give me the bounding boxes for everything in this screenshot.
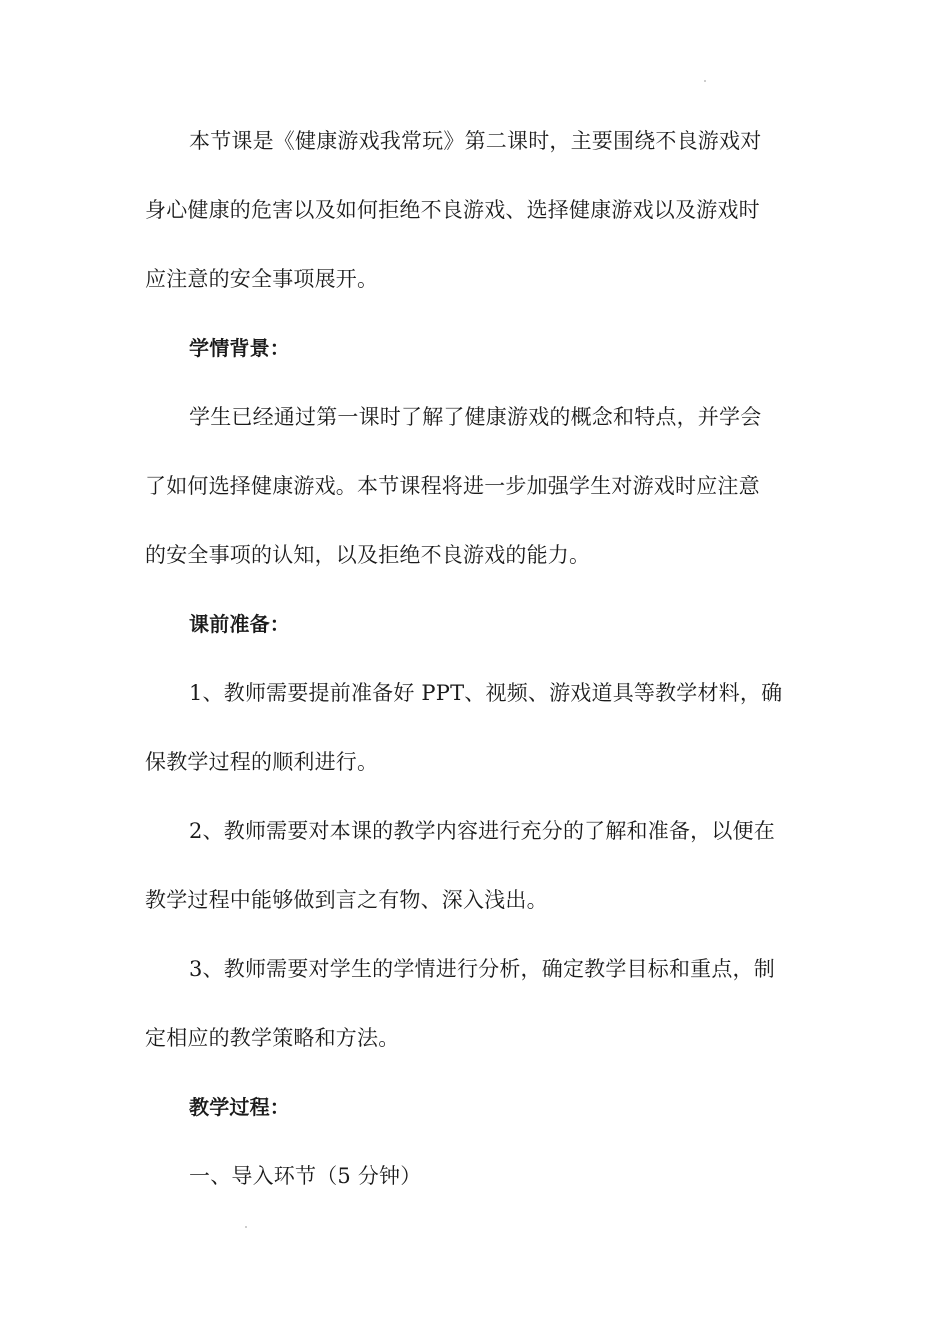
- preparation-item-line: 教学过程中能够做到言之有物、深入浅出。: [145, 888, 548, 912]
- preparation-item-line: 定相应的教学策略和方法。: [145, 1026, 400, 1050]
- background-heading: 学情背景：: [189, 336, 290, 360]
- page-marker-bottom: [245, 1226, 247, 1228]
- process-step-title: 一、导入环节（5 分钟）: [189, 1164, 422, 1188]
- preparation-item-line: 保教学过程的顺利进行。: [145, 750, 379, 774]
- preparation-item-line: 2、教师需要对本课的教学内容进行充分的了解和准备，以便在: [189, 819, 775, 843]
- background-paragraph-line: 学生已经通过第一课时了解了健康游戏的概念和特点，并学会: [189, 405, 762, 429]
- preparation-heading: 课前准备：: [189, 612, 290, 636]
- document-body: [145, 118, 805, 1222]
- background-paragraph-line: 的安全事项的认知，以及拒绝不良游戏的能力。: [145, 543, 591, 567]
- page-marker-top: [704, 80, 706, 82]
- preparation-item-line: 3、教师需要对学生的学情进行分析，确定教学目标和重点，制: [189, 957, 775, 981]
- process-heading: 教学过程：: [189, 1095, 290, 1119]
- intro-paragraph-line: 身心健康的危害以及如何拒绝不良游戏、选择健康游戏以及游戏时: [145, 198, 760, 222]
- intro-paragraph-line: 本节课是《健康游戏我常玩》第二课时，主要围绕不良游戏对: [189, 129, 762, 153]
- intro-paragraph-line: 应注意的安全事项展开。: [145, 267, 379, 291]
- background-paragraph-line: 了如何选择健康游戏。本节课程将进一步加强学生对游戏时应注意: [145, 474, 760, 498]
- preparation-item-line: 1、教师需要提前准备好 PPT、视频、游戏道具等教学材料，确: [189, 681, 783, 705]
